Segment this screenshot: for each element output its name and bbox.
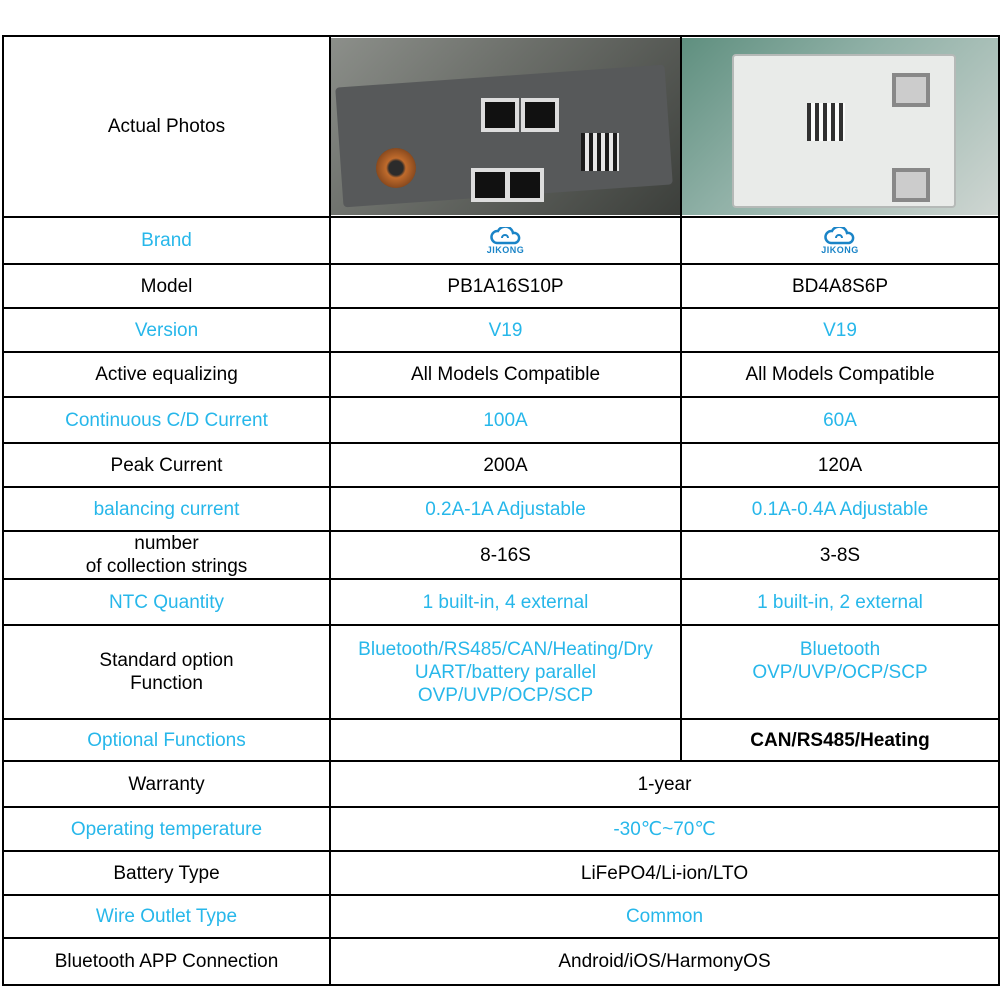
warranty-value: 1-year bbox=[330, 761, 999, 807]
standard-label-line1: Standard option bbox=[99, 650, 234, 671]
battery-row bbox=[3, 851, 999, 895]
temp-row bbox=[3, 807, 999, 851]
version-value-1: V19 bbox=[330, 308, 681, 352]
product-photo-2 bbox=[682, 38, 998, 215]
wire-label: Wire Outlet Type bbox=[3, 895, 330, 938]
peak-row bbox=[3, 443, 999, 487]
cd-current-row bbox=[3, 397, 999, 443]
app-label: Bluetooth APP Connection bbox=[3, 938, 330, 985]
balancing-row bbox=[3, 487, 999, 531]
peak-value-2: 120A bbox=[681, 443, 999, 487]
optional-value-1 bbox=[330, 719, 681, 761]
battery-label: Battery Type bbox=[3, 851, 330, 895]
brand-logo-cell-2 bbox=[681, 217, 999, 264]
temp-label: Operating temperature bbox=[3, 807, 330, 851]
terminal-1 bbox=[481, 98, 519, 132]
brand-label: Brand bbox=[3, 217, 330, 264]
version-row bbox=[3, 308, 999, 352]
standard-row bbox=[3, 625, 999, 719]
standard-v1-line1: Bluetooth/RS485/CAN/Heating/Dry bbox=[358, 638, 653, 660]
brand-row bbox=[3, 217, 999, 264]
cd-current-label: Continuous C/D Current bbox=[3, 397, 330, 443]
app-row bbox=[3, 938, 999, 985]
standard-v2-line2: OVP/UVP/OCP/SCP bbox=[752, 662, 928, 683]
active-eq-row bbox=[3, 352, 999, 397]
model-value-2: BD4A8S6P bbox=[681, 264, 999, 308]
optional-value-2: CAN/RS485/Heating bbox=[681, 719, 999, 761]
warranty-row bbox=[3, 761, 999, 807]
optional-label: Optional Functions bbox=[3, 719, 330, 761]
terminal-b bbox=[892, 168, 930, 202]
standard-value-1 bbox=[330, 625, 681, 719]
photos-label: Actual Photos bbox=[3, 36, 330, 217]
product-photo-1 bbox=[331, 38, 680, 215]
terminal-p bbox=[892, 73, 930, 107]
standard-v2-line1: Bluetooth bbox=[799, 639, 881, 660]
strings-value-2: 3-8S bbox=[681, 531, 999, 579]
optional-row bbox=[3, 719, 999, 761]
inductor-coil bbox=[376, 148, 416, 188]
standard-value-2 bbox=[681, 625, 999, 719]
warranty-label: Warranty bbox=[3, 761, 330, 807]
temp-value: -30℃~70℃ bbox=[330, 807, 999, 851]
strings-label bbox=[3, 531, 330, 579]
brand-logo-cell-1 bbox=[330, 217, 681, 264]
qr-code bbox=[807, 103, 845, 141]
version-value-2: V19 bbox=[681, 308, 999, 352]
photo-cell-1 bbox=[330, 36, 681, 217]
standard-v1-line3: OVP/UVP/OCP/SCP bbox=[417, 684, 594, 706]
peak-label: Peak Current bbox=[3, 443, 330, 487]
model-label: Model bbox=[3, 264, 330, 308]
standard-label-line2: Function bbox=[130, 673, 203, 694]
photos-row bbox=[3, 36, 999, 217]
balancing-value-1: 0.2A-1A Adjustable bbox=[330, 487, 681, 531]
terminal-3 bbox=[471, 168, 509, 202]
jikong-logo bbox=[331, 227, 680, 255]
balancing-label: balancing current bbox=[3, 487, 330, 531]
terminal-2 bbox=[521, 98, 559, 132]
jikong-logo bbox=[682, 227, 998, 255]
active-eq-value-2: All Models Compatible bbox=[681, 352, 999, 397]
standard-v1-line2: UART/battery parallel bbox=[414, 661, 597, 683]
version-label: Version bbox=[3, 308, 330, 352]
ntc-value-1: 1 built-in, 4 external bbox=[330, 579, 681, 625]
strings-row bbox=[3, 531, 999, 579]
logo-text: JIKONG bbox=[821, 244, 859, 255]
active-eq-value-1: All Models Compatible bbox=[330, 352, 681, 397]
strings-label-line1: number bbox=[134, 533, 199, 554]
active-eq-label: Active equalizing bbox=[3, 352, 330, 397]
wire-row bbox=[3, 895, 999, 938]
ntc-label: NTC Quantity bbox=[3, 579, 330, 625]
strings-label-line2: of collection strings bbox=[85, 556, 248, 577]
model-row bbox=[3, 264, 999, 308]
strings-value-1: 8-16S bbox=[330, 531, 681, 579]
terminal-4 bbox=[506, 168, 544, 202]
wire-value: Common bbox=[330, 895, 999, 938]
cloud-icon bbox=[822, 227, 858, 245]
standard-label bbox=[3, 625, 330, 719]
logo-text: JIKONG bbox=[486, 244, 525, 255]
cd-current-value-2: 60A bbox=[681, 397, 999, 443]
spec-table bbox=[2, 35, 1000, 986]
balancing-value-2: 0.1A-0.4A Adjustable bbox=[681, 487, 999, 531]
qr-code bbox=[581, 133, 619, 171]
peak-value-1: 200A bbox=[330, 443, 681, 487]
model-value-1: PB1A16S10P bbox=[330, 264, 681, 308]
ntc-value-2: 1 built-in, 2 external bbox=[681, 579, 999, 625]
app-value: Android/iOS/HarmonyOS bbox=[330, 938, 999, 985]
cloud-icon bbox=[488, 227, 524, 245]
battery-value: LiFePO4/Li-ion/LTO bbox=[330, 851, 999, 895]
cd-current-value-1: 100A bbox=[330, 397, 681, 443]
photo-cell-2 bbox=[681, 36, 999, 217]
ntc-row bbox=[3, 579, 999, 625]
